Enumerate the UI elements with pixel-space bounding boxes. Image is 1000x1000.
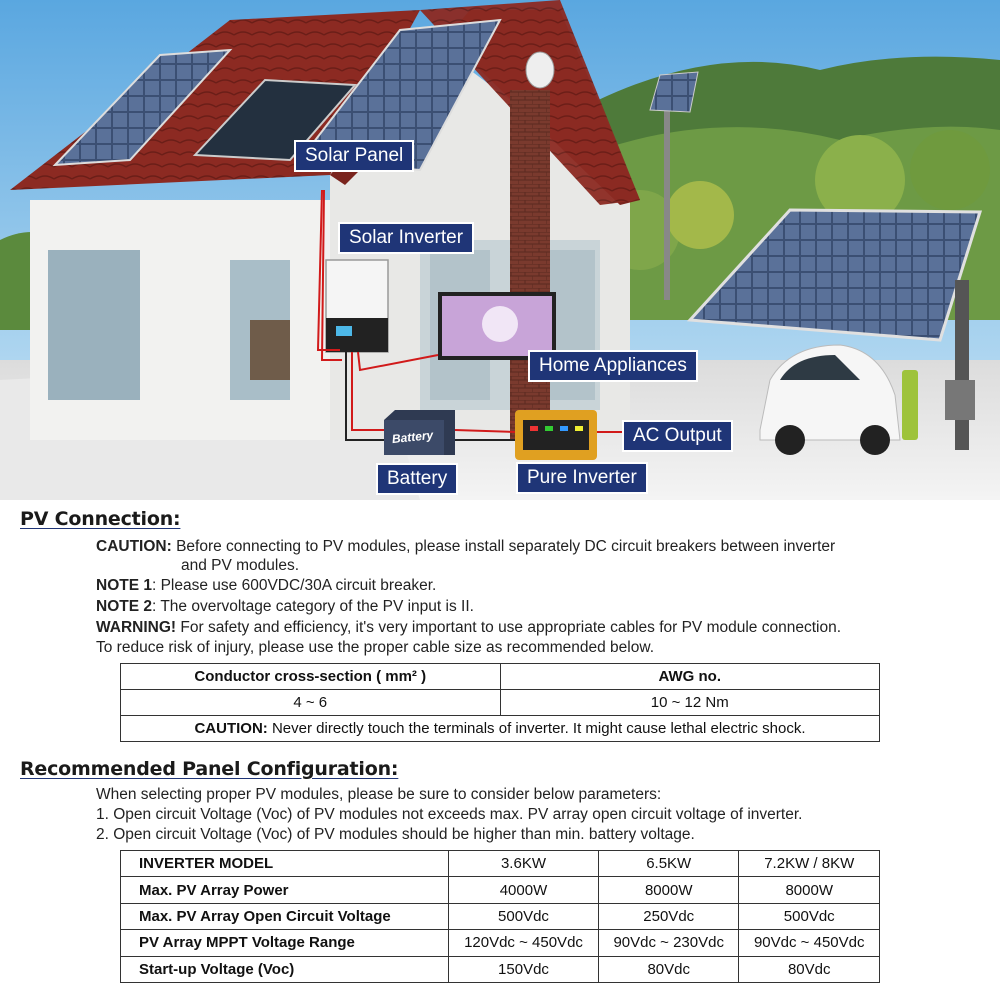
note1-text: : Please use 600VDC/30A circuit breaker. [151,577,437,594]
table-caution-text: Never directly touch the terminals of inverter. It might cause lethal electric shock. [267,720,806,737]
solar-inverter-callout [338,222,474,254]
note1-label: NOTE 1 [96,577,152,594]
solar-inverter-label: Solar Inverter [349,227,464,248]
config-row-label: Max. PV Array Power [121,877,449,903]
battery-label: Battery [387,468,448,489]
table-caution-cell [121,716,880,742]
config-cell: 90Vdc ~ 230Vdc [598,930,739,956]
pure-inverter-label: Pure Inverter [527,467,637,488]
warning-label: WARNING! [96,619,177,636]
panel-config-heading: Recommended Panel Configuration: [20,758,399,780]
config-point-2: 2. Open circuit Voltage (Voc) of PV modules should be higher than min. battery voltage. [96,826,695,843]
warning-text-1: For safety and efficiency, it's very important to use appropriate cables for PV module connection. [176,619,841,636]
config-cell: 90Vdc ~ 450Vdc [739,930,880,956]
conductor-header: Conductor cross-section ( mm² ) [121,664,501,690]
table-row [121,903,880,929]
config-cell: 8000W [739,877,880,903]
table-row [121,877,880,903]
config-cell: 80Vdc [598,956,739,982]
solar-panel-callout [294,140,414,172]
config-cell: 120Vdc ~ 450Vdc [449,930,599,956]
caution-label: CAUTION: [96,538,172,555]
note2-text: : The overvoltage category of the PV input is II. [151,598,474,615]
pv-connection-heading: PV Connection: [20,508,181,530]
caution-paragraph [96,537,835,557]
config-cell: 250Vdc [598,903,739,929]
warning-text-2: To reduce risk of injury, please use the proper cable size as recommended below. [96,639,655,656]
table-row [121,851,880,877]
table-row [121,930,880,956]
table-caution-row [121,716,880,742]
home-appliances-callout [528,350,698,382]
table-row [121,690,880,716]
table-caution-label: CAUTION: [194,720,268,737]
home-appliances-label: Home Appliances [539,355,687,376]
config-cell: 150Vdc [449,956,599,982]
config-row-label: PV Array MPPT Voltage Range [121,930,449,956]
config-cell: 500Vdc [449,903,599,929]
warning-paragraph-cont [96,638,654,658]
config-cell: 4000W [449,877,599,903]
pure-inverter-callout [516,462,648,494]
warning-paragraph [96,618,841,638]
cable-size-table [120,663,880,742]
config-cell: 80Vdc [739,956,880,982]
awg-header: AWG no. [500,664,880,690]
caution-paragraph-cont [85,556,299,576]
note2-label: NOTE 2 [96,598,152,615]
awg-value: 10 ~ 12 Nm [500,690,880,716]
config-cell: 3.6KW [449,851,599,877]
battery-callout [376,463,458,495]
config-row-label: INVERTER MODEL [121,851,449,877]
battery-case-text: Battery [391,427,434,447]
solar-panel-label: Solar Panel [305,145,404,166]
inverter-config-table [120,850,880,983]
config-cell: 8000W [598,877,739,903]
config-row-label: Max. PV Array Open Circuit Voltage [121,903,449,929]
config-cell: 500Vdc [739,903,880,929]
conductor-value: 4 ~ 6 [121,690,501,716]
note1-paragraph [96,576,436,596]
caution-text-2: and PV modules. [181,557,300,574]
config-row-label: Start-up Voltage (Voc) [121,956,449,982]
config-cell: 6.5KW [598,851,739,877]
config-point-1: 1. Open circuit Voltage (Voc) of PV modules not exceeds max. PV array open circuit voltage of inverter. [96,806,803,823]
table-row [121,956,880,982]
caution-text-1: Before connecting to PV modules, please install separately DC circuit breakers between inverter [171,538,836,555]
config-intro: When selecting proper PV modules, please be sure to consider below parameters: [96,786,662,803]
note2-paragraph [96,597,474,617]
table-header-row [121,664,880,690]
config-cell: 7.2KW / 8KW [739,851,880,877]
ac-output-label: AC Output [633,425,722,446]
ac-output-callout [622,420,733,452]
